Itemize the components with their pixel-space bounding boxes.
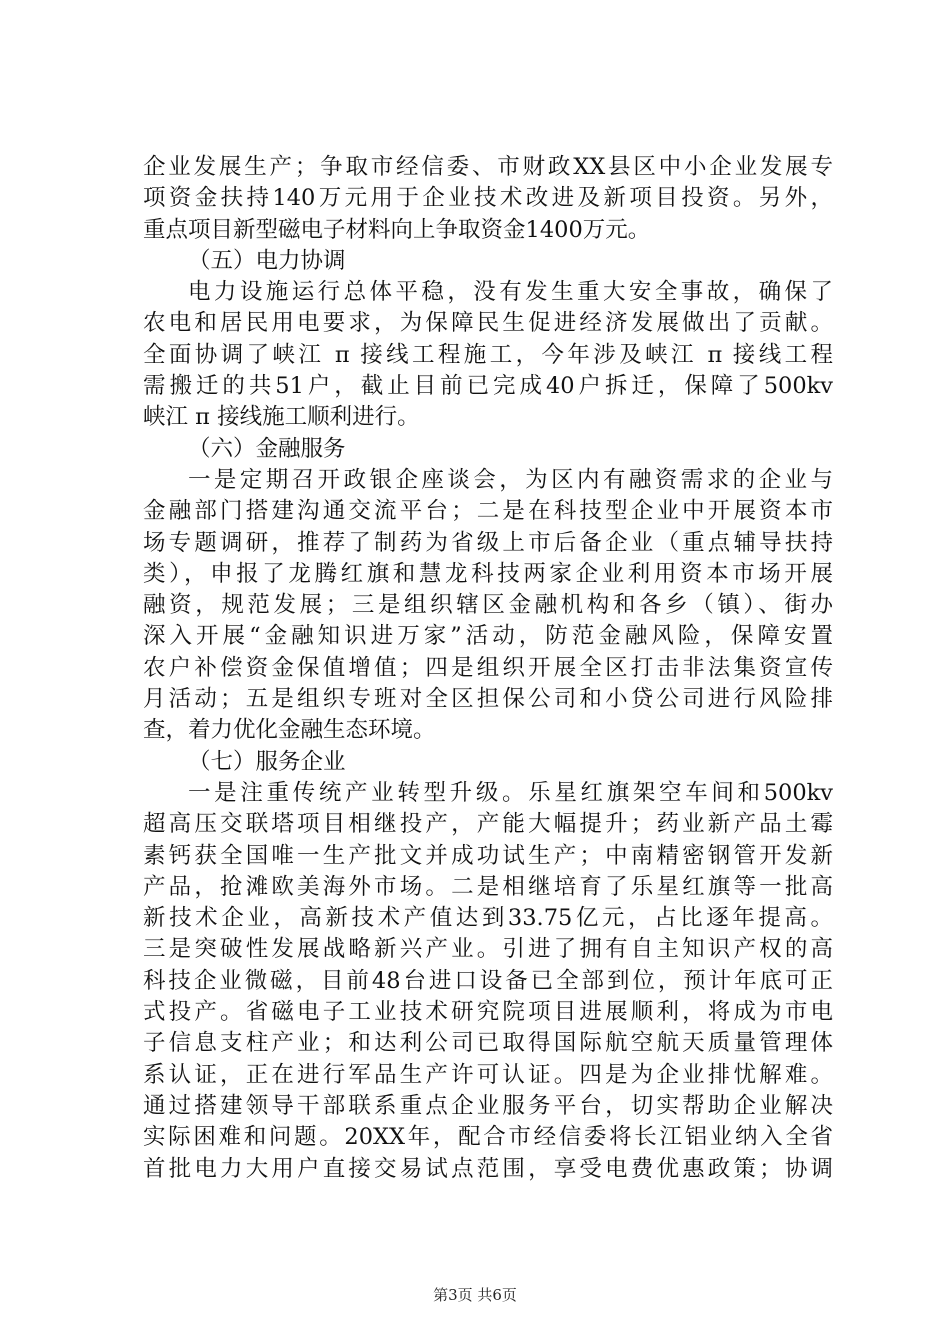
section-heading: （五）电力协调 xyxy=(188,247,346,274)
paragraph-line: 类），申报了龙腾红旗和慧龙科技两家企业利用资本市场开展 xyxy=(143,560,833,587)
paragraph-line: 一是定期召开政银企座谈会，为区内有融资需求的企业与 xyxy=(188,466,833,493)
paragraph-line: 场专题调研，推荐了制药为省级上市后备企业（重点辅导扶持 xyxy=(143,529,833,556)
paragraph-line: 式投产。省磁电子工业技术研究院项目进展顺利，将成为市电 xyxy=(143,999,833,1026)
paragraph-line: 峡江 π 接线施工顺利进行。 xyxy=(143,404,420,431)
paragraph-line: 一是注重传统产业转型升级。乐星红旗架空车间和500kv xyxy=(188,779,833,806)
paragraph-line: 三是突破性发展战略新兴产业。引进了拥有自主知识产权的高 xyxy=(143,936,833,963)
paragraph-line: 超高压交联塔项目相继投产，产能大幅提升；药业新产品土霉 xyxy=(143,811,833,838)
paragraph-line: 产品，抢滩欧美海外市场。二是相继培育了乐星红旗等一批高 xyxy=(143,873,833,900)
paragraph-line: 系认证，正在进行军品生产许可认证。四是为企业排忧解难。 xyxy=(143,1061,833,1088)
paragraph-line: 农户补偿资金保值增值；四是组织开展全区打击非法集资宣传 xyxy=(143,654,833,681)
paragraph-line: 通过搭建领导干部联系重点企业服务平台，切实帮助企业解决 xyxy=(143,1092,833,1119)
paragraph-line: 实际困难和问题。20XX年，配合市经信委将长江铝业纳入全省 xyxy=(143,1124,833,1151)
paragraph-line: 科技企业微磁，目前48台进口设备已全部到位，预计年底可正 xyxy=(143,967,833,994)
section-heading: （六）金融服务 xyxy=(188,435,346,462)
paragraph-line: 项资金扶持140万元用于企业技术改进及新项目投资。另外， xyxy=(143,185,833,212)
paragraph-line: 全面协调了峡江 π 接线工程施工，今年涉及峡江 π 接线工程 xyxy=(143,341,833,368)
paragraph-line: 素钙获全国唯一生产批文并成功试生产；中南精密钢管开发新 xyxy=(143,842,833,869)
paragraph-line: 子信息支柱产业；和达利公司已取得国际航空航天质量管理体 xyxy=(143,1030,833,1057)
page-footer: 第3页 共6页 xyxy=(433,1286,517,1304)
paragraph-line: 月活动；五是组织专班对全区担保公司和小贷公司进行风险排 xyxy=(143,686,833,713)
section-heading: （七）服务企业 xyxy=(188,748,346,775)
paragraph-line: 企业发展生产；争取市经信委、市财政XX县区中小企业发展专 xyxy=(143,154,833,180)
document-body xyxy=(143,152,833,1185)
paragraph-line: 新技术企业，高新技术产值达到33.75亿元，占比逐年提高。 xyxy=(143,905,833,932)
paragraph-line: 金融部门搭建沟通交流平台；二是在科技型企业中开展资本市 xyxy=(143,498,833,525)
paragraph-line: 融资，规范发展；三是组织辖区金融机构和各乡（镇）、街办 xyxy=(143,592,833,619)
paragraph-line: 农电和居民用电要求，为保障民生促进经济发展做出了贡献。 xyxy=(143,310,833,337)
paragraph-line: 电力设施运行总体平稳，没有发生重大安全事故，确保了 xyxy=(188,279,833,306)
paragraph-line: 查，着力优化金融生态环境。 xyxy=(143,717,436,744)
paragraph-line: 需搬迁的共51户，截止目前已完成40户拆迁，保障了500kv xyxy=(143,373,833,400)
paragraph-line: 重点项目新型磁电子材料向上争取资金1400万元。 xyxy=(143,216,651,243)
paragraph-line: 深入开展“金融知识进万家”活动，防范金融风险，保障安置 xyxy=(143,623,833,650)
paragraph-line: 首批电力大用户直接交易试点范围，享受电费优惠政策；协调 xyxy=(143,1155,833,1182)
